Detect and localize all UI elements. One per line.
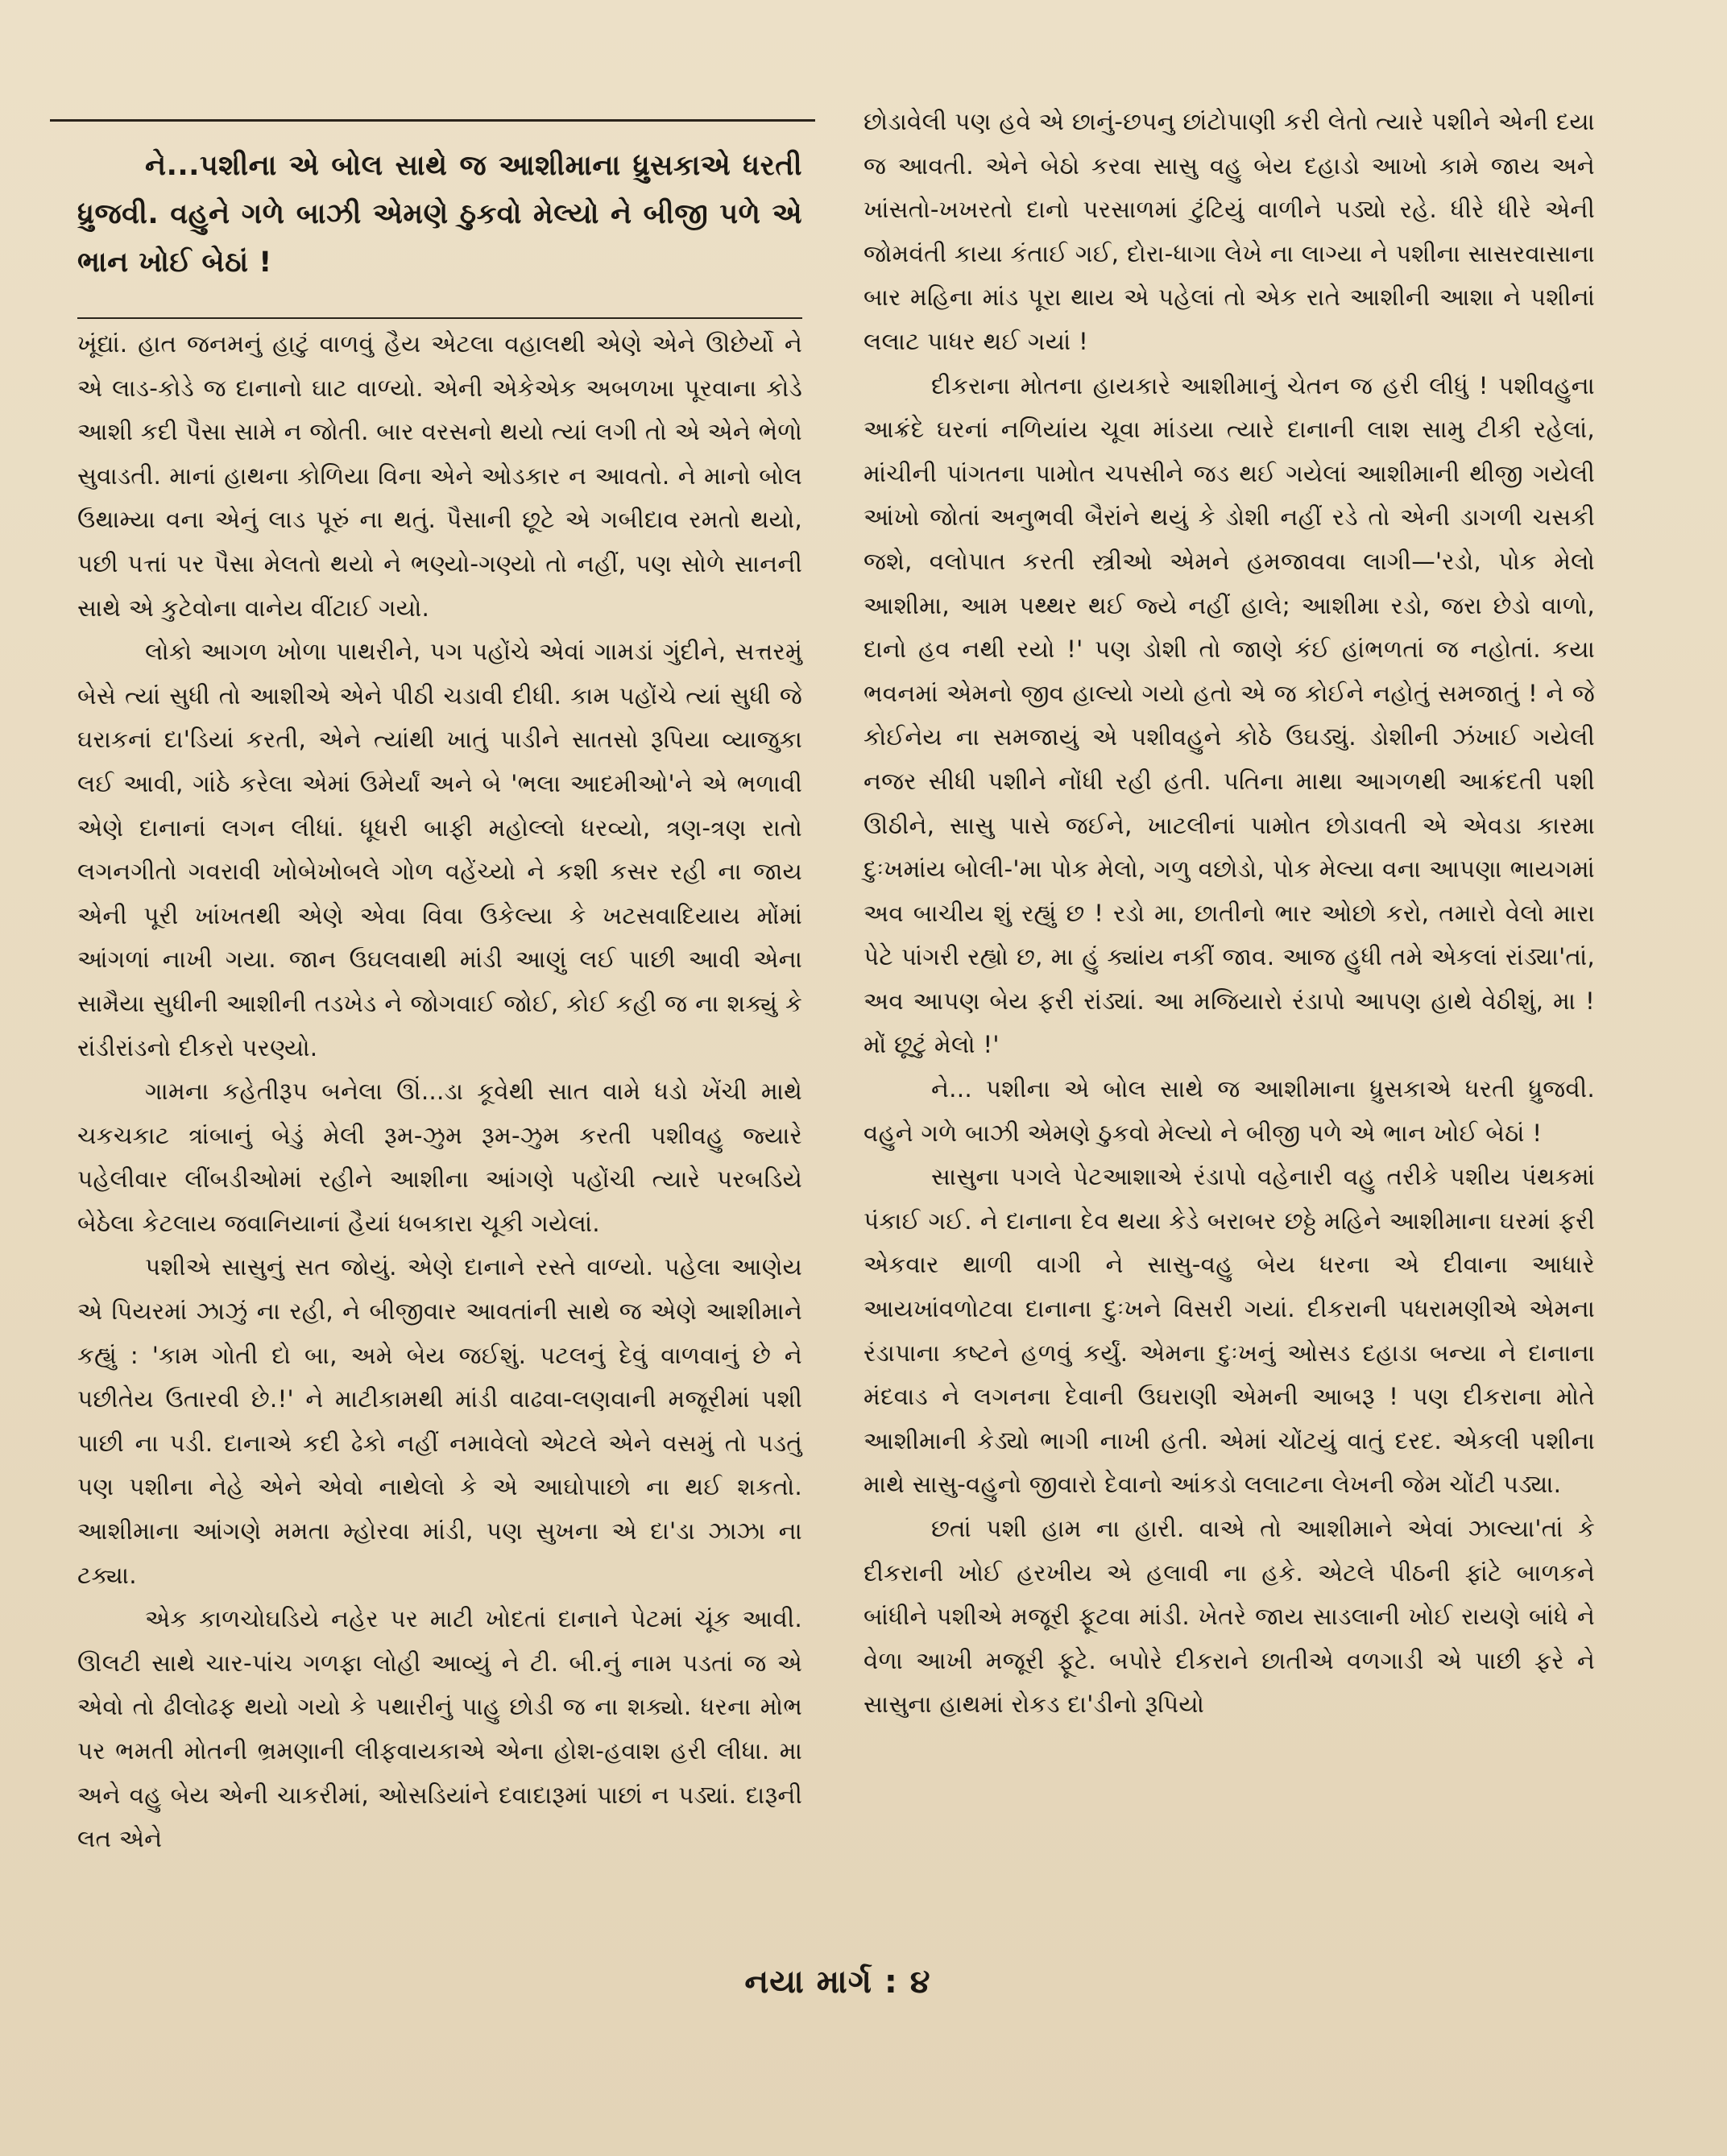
left-column <box>77 322 802 1861</box>
paragraph: છતાં પશી હામ ના હારી. વાએ તો આશીમાને એવાં ઝાલ્યા'તાં કે દીકરાની ખોઈ હરખીય એ હલાવી ના હકે. એટલે પીઠની ફાંટે બાળકને બાંધીને પશીએ મજૂરી ફૂટવા માંડી. ખેતરે જાય સાડલાની ખોઈ રાયણે બાંધે ને વેળા આખી મજૂરી ફૂટે. બપોરે દીકરાને છાતીએ વળગાડી એ પાછી ફરે ને સાસુના હાથમાં રોકડ દા'ડીનો રૂપિયો <box>864 1515 1595 1719</box>
paragraph: ને... પશીના એ બોલ સાથે જ આશીમાના ધ્રુસકાએ ધરતી ધ્રુજવી. વહુને ગળે બાઝી એમણે ઠુકવો મેલ્યો ને બીજી પળે એ ભાન ખોઈ બેઠાં ! <box>864 1075 1595 1147</box>
paragraph: છોડાવેલી પણ હવે એ છાનું-છપનુ છાંટોપાણી કરી લેતો ત્યારે પશીને એની દયા જ આવતી. એને બેઠો કરવા સાસુ વહુ બેય દહાડો આખો કામે જાય અને ખાંસતો-ખખરતો દાનો પરસાળમાં ટુંટિયું વાળીને પડ્યો રહે. ધીરે ધીરે એની જોમવંતી કાયા કંતાઈ ગઈ, દોરા-ધાગા લેખે ના લાગ્યા ને પશીના સાસરવાસાના બાર મહિના માંડ પૂરા થાય એ પહેલાં તો એક રાતે આશીની આશા ને પશીનાં લલાટ પાધર થઈ ગયાં ! <box>864 108 1595 355</box>
right-column <box>864 100 1595 1727</box>
pull-quote-top-rule <box>50 119 815 122</box>
page-footer: નયા માર્ગ : ૪ <box>744 1964 931 2001</box>
pull-quote <box>77 142 802 287</box>
paragraph: ગામના કહેતીરૂપ બનેલા ઊં...ડા કૂવેથી સાત વામે ધડો ખેંચી માથે ચકચકાટ ત્રાંબાનું બેડું મેલી રૂમ-ઝુમ રૂમ-ઝુમ કરતી પશીવહુ જ્યારે પહેલીવાર લીંબડીઓમાં રહીને આશીના આંગણે પહોંચી ત્યારે પરબડિયે બેઠેલા કેટલાય જવાનિયાનાં હૈયાં ધબકારા ચૂકી ગયેલાં. <box>77 1078 802 1237</box>
paragraph: દીકરાના મોતના હાયકારે આશીમાનું ચેતન જ હરી લીધું ! પશીવહુના આક્રંદે ઘરનાં નળિયાંય ચૂવા માંડયા ત્યારે દાનાની લાશ સામુ ટીકી રહેલાં, માંચીની પાંગતના પામોત ચપસીને જડ થઈ ગયેલાં આશીમાની થીજી ગયેલી આંખો જોતાં અનુભવી બૈરાંને થયું કે ડોશી નહીં રડે તો એની ડાગળી ચસકી જશે, વલોપાત કરતી સ્ત્રીઓ એમને હમજાવવા લાગી—'રડો, પોક મેલો આશીમા, આમ પથ્થર થઈ જ્યે નહીં હાલે; આશીમા રડો, જરા છેડો વાળો, દાનો હવ નથી રયો !' પણ ડોશી તો જાણે કંઈ હાંભળતાં જ નહોતાં. કયા ભવનમાં એમનો જીવ હાલ્યો ગયો હતો એ જ કોઈને નહોતું સમજાતું ! ને જે કોઈનેય ના સમજાયું એ પશીવહુને કોઠે ઉઘડ્યું. ડોશીની ઝંખાઈ ગયેલી નજર સીધી પશીને નોંધી રહી હતી. પતિના માથા આગળથી આક્રંદતી પશી ઊઠીને, સાસુ પાસે જઈને, ખાટલીનાં પામોત છોડાવતી એ એવડા કારમા દુઃખમાંય બોલી-'મા પોક મેલો, ગળુ વછોડો, પોક મેલ્યા વના આપણા ભાયગમાં અવ બાચીય શું રહ્યું છ ! રડો મા, છાતીનો ભાર ઓછો કરો, તમારો વેલો મારા પેટે પાંગરી રહ્યો છ, મા હું ક્યાંય નકીં જાવ. આજ હુધી તમે એકલાં રાંડ્યા'તાં, અવ આપણ બેય ફરી રાંડ્યાં. આ મજિયારો રંડાપો આપણ હાથે વેઠીશું, મા ! મોં છૂટું મેલો !' <box>864 371 1595 1059</box>
paragraph: પશીએ સાસુનું સત જોયું. એણે દાનાને રસ્તે વાળ્યો. પહેલા આણેય એ પિયરમાં ઝાઝું ના રહી, ને બીજીવાર આવતાંની સાથે જ એણે આશીમાને કહ્યું : 'કામ ગોતી દો બા, અમે બેય જઈશું. પટલનું દેવું વાળવાનું છે ને પછીતેય ઉતારવી છે.!' ને માટીકામથી માંડી વાઢવા-લણવાની મજૂરીમાં પશી પાછી ના પડી. દાનાએ કદી ઢેકો નહીં નમાવેલો એટલે એને વસમું તો પડતું પણ પશીના નેહે એને એવો નાથેલો કે એ આઘોપાછો ના થઈ શકતો. આશીમાના આંગણે મમતા મ્હોરવા માંડી, પણ સુખના એ દા'ડા ઝાઝા ના ટક્યા. <box>77 1253 802 1589</box>
paragraph: એક કાળચોઘડિયે નહેર પર માટી ખોદતાં દાનાને પેટમાં ચૂંક આવી. ઊલટી સાથે ચાર-પાંચ ગળફા લોહી આવ્યું ને ટી. બી.નું નામ પડતાં જ એ એવો તો ઢીલોઢફ થયો ગયો કે પથારીનું પાહુ છોડી જ ના શક્યો. ધરના મોભ પર ભમતી મોતની ભ્રમણાની લીફવાયકાએ એના હોશ-હવાશ હરી લીધા. મા અને વહુ બેય એની ચાકરીમાં, ઓસડિયાંને દવાદારૂમાં પાછાં ન પડ્યાં. દારૂની લત એને <box>77 1605 802 1853</box>
paragraph: લોકો આગળ ખોળા પાથરીને, પગ પહોંચે એવાં ગામડાં ગુંદીને, સત્તરમું બેસે ત્યાં સુધી તો આશીએ એને પીઠી ચડાવી દીધી. કામ પહોંચે ત્યાં સુધી જે ઘરાકનાં દા'ડિયાં કરતી, એને ત્યાંથી ખાતું પાડીને સાતસો રૂપિયા વ્યાજુકા લઈ આવી, ગાંઠે કરેલા એમાં ઉમેર્યાં અને બે 'ભલા આદમીઓ'ને એ ભળાવી એણે દાનાનાં લગન લીધાં. ધૂધરી બાફી મહોલ્લો ધરવ્યો, ત્રણ-ત્રણ રાતો લગનગીતો ગવરાવી ખોબેખોબલે ગોળ વહેંચ્યો ને કશી કસર રહી ના જાય એની પૂરી ખાંખતથી એણે એવા વિવા ઉકેલ્યા કે ખટસવાદિયાય મોંમાં આંગળાં નાખી ગયા. જાન ઉઘલવાથી માંડી આણું લઈ પાછી આવી એના સામૈયા સુધીની આશીની તડખેડ ને જોગવાઈ જોઈ, કોઈ કહી જ ના શક્યું કે રાંડીરાંડનો દીકરો પરણ્યો. <box>77 638 802 1061</box>
paragraph: સાસુના પગલે પેટઆશાએ રંડાપો વહેનારી વહુ તરીકે પશીય પંથકમાં પંકાઈ ગઈ. ને દાનાના દેવ થયા કેડે બરાબર છઠ્ઠે મહિને આશીમાના ઘરમાં ફરી એકવાર થાળી વાગી ને સાસુ-વહુ બેય ધરના એ દીવાના આધારે આયખાંવળોટવા દાનાના દુઃખને વિસરી ગયાં. દીકરાની પધરામણીએ એમના રંડાપાના કષ્ટને હળવું કર્યું. એમના દુઃખનું ઓસડ દહાડા બન્યા ને દાનાના મંદવાડ ને લગનના દેવાની ઉઘરાણી એમની આબરૂ ! પણ દીકરાના મોતે આશીમાની કેડ્યો ભાગી નાખી હતી. એમાં ચોંટયું વાતું દરદ. એકલી પશીના માથે સાસુ-વહુનો જીવારો દેવાનો આંકડો લલાટના લેખની જેમ ચોંટી પડ્યા. <box>864 1163 1595 1499</box>
pull-quote-bottom-rule <box>77 317 802 319</box>
paragraph: ખૂંદ્યાં. હાત જનમનું હાટું વાળવું હૈય એટલા વહાલથી એણે એને ઊછેર્યો ને એ લાડ-કોડે જ દાનાનો ઘાટ વાળ્યો. એની એકેએક અબળખા પૂરવાના કોડે આશી કદી પૈસા સામે ન જોતી. બાર વરસનો થયો ત્યાં લગી તો એ એને ભેળો સુવાડતી. માનાં હાથના કોળિયા વિના એને ઓડકાર ન આવતો. ને માનો બોલ ઉથામ્યા વના એનું લાડ પૂરું ના થતું. પૈસાની છૂટે એ ગબીદાવ રમતો થયો, પછી પત્તાં પર પૈસા મેલતો થયો ને ભણ્યો-ગણ્યો તો નહીં, પણ સોળે સાનની સાથે એ કુટેવોના વાનેય વીંટાઈ ગયો. <box>77 330 802 622</box>
pull-quote-text: ને...પશીના એ બોલ સાથે જ આશીમાના ધ્રુસકાએ ધરતી ધ્રુજવી. વહુને ગળે બાઝી એમણે ઠુકવો મેલ્યો ને બીજી પળે એ ભાન ખોઈ બેઠાં ! <box>77 150 802 279</box>
